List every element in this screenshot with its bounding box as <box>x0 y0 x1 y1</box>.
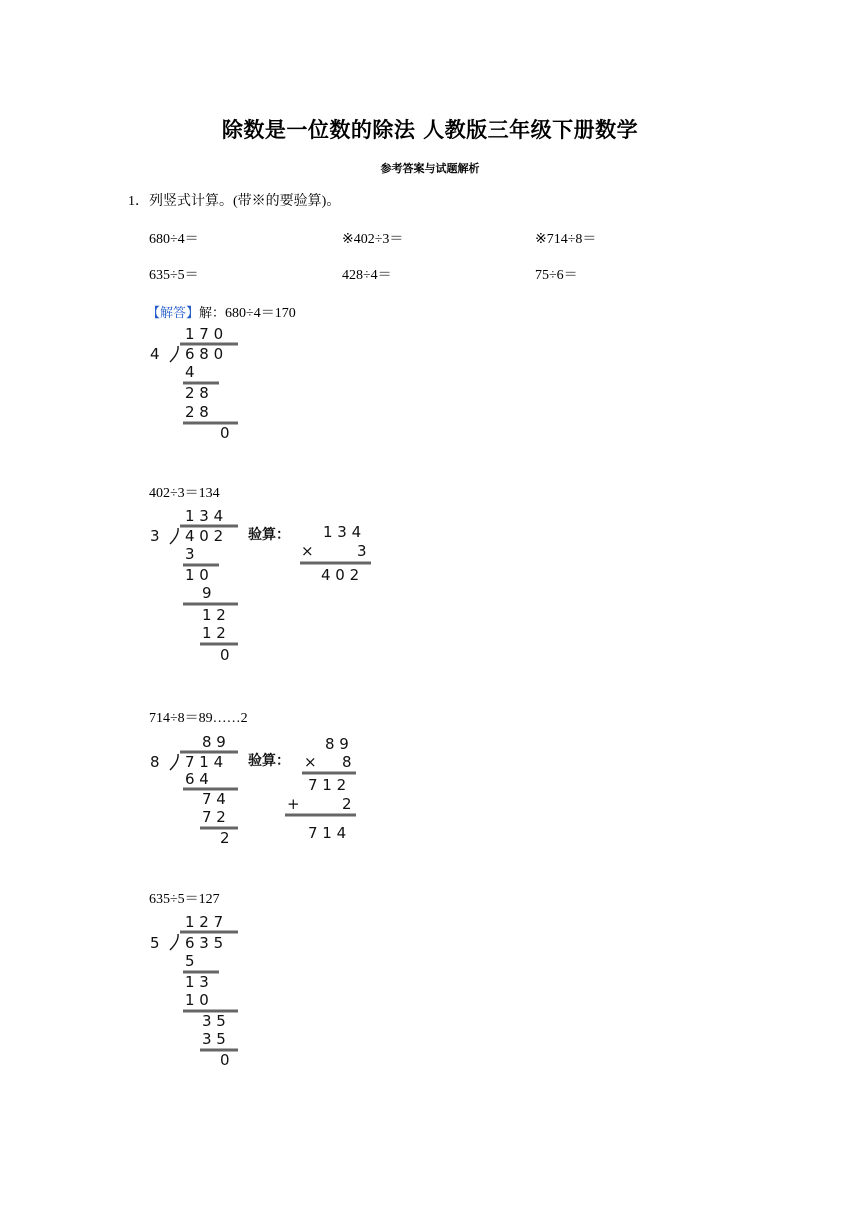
step-1: 4 <box>185 363 195 381</box>
check-sum: 7 1 4 <box>308 824 347 842</box>
divisor: 8 <box>150 753 160 771</box>
exercise-5: 428÷4＝ <box>342 268 392 283</box>
step-3: 9 <box>202 584 212 602</box>
step-2: 1 0 <box>185 566 209 584</box>
quotient: 1 7 0 <box>185 325 224 343</box>
step-3: 7 2 <box>202 808 226 826</box>
answer-prefix: 解： <box>199 306 226 321</box>
check-top-number: 1 3 4 <box>323 523 362 541</box>
step-6: 0 <box>220 1051 230 1069</box>
multiply-sign: × <box>301 542 314 560</box>
division-bracket <box>170 346 178 362</box>
answer-line <box>147 302 296 322</box>
long-division-635-by-5 <box>140 910 260 1072</box>
long-division-680-by-4 <box>140 322 260 446</box>
dividend: 7 1 4 <box>185 753 224 771</box>
step-2: 2 8 <box>185 384 209 402</box>
step-2: 7 4 <box>202 790 226 808</box>
check-label: 验算： <box>248 527 290 543</box>
exercise-2: ※402÷3＝ <box>342 232 404 247</box>
long-division-714-by-8 <box>140 730 380 850</box>
division-bracket <box>170 754 178 770</box>
question-1 <box>128 190 340 210</box>
exercise-1: 680÷4＝ <box>149 232 199 247</box>
step-1: 3 <box>185 545 195 563</box>
divisor: 5 <box>150 934 160 952</box>
quotient: 1 2 7 <box>185 913 224 931</box>
step-2: 1 3 <box>185 973 209 991</box>
step-3: 1 0 <box>185 991 209 1009</box>
question-number: 1． <box>128 194 149 209</box>
exercise-4: 635÷5＝ <box>149 268 199 283</box>
result-635-by-5: 635÷5＝127 <box>149 892 220 907</box>
question-text: 列竖式计算。(带※的要验算)。 <box>149 194 341 209</box>
step-4: 3 5 <box>202 1012 226 1030</box>
check-multiplier: 8 <box>342 753 352 771</box>
exercise-3: ※714÷8＝ <box>535 232 597 247</box>
page-title: 除数是一位数的除法 人教版三年级下册数学 <box>221 118 639 142</box>
quotient: 8 9 <box>202 733 226 751</box>
dividend: 6 3 5 <box>185 934 224 952</box>
divisor: 3 <box>150 527 160 545</box>
step-4: 1 2 <box>202 606 226 624</box>
step-1: 5 <box>185 952 195 970</box>
exercise-6: 75÷6＝ <box>535 268 578 283</box>
page-subtitle: 参考答案与试题解析 <box>380 162 480 175</box>
divisor: 4 <box>150 345 160 363</box>
division-bracket <box>170 934 178 950</box>
result-714-by-8: 714÷8＝89……2 <box>149 711 248 726</box>
check-product: 7 1 2 <box>308 776 347 794</box>
division-bracket <box>170 528 178 544</box>
check-top-number: 8 9 <box>325 735 349 753</box>
plus-sign: + <box>287 795 300 813</box>
step-4: 0 <box>220 424 230 442</box>
check-label: 验算： <box>248 753 290 769</box>
answer-tag: 【解答】 <box>147 306 200 321</box>
answer-first-result: 680÷4＝170 <box>225 306 296 321</box>
check-addend: 2 <box>342 795 352 813</box>
result-402-by-3: 402÷3＝134 <box>149 486 220 501</box>
step-1: 6 4 <box>185 770 209 788</box>
step-5: 3 5 <box>202 1030 226 1048</box>
check-product: 4 0 2 <box>321 566 360 584</box>
step-3: 2 8 <box>185 403 209 421</box>
dividend: 6 8 0 <box>185 345 224 363</box>
step-6: 0 <box>220 646 230 664</box>
check-multiplier: 3 <box>357 542 367 560</box>
multiply-sign: × <box>304 753 317 771</box>
quotient: 1 3 4 <box>185 507 224 525</box>
step-4: 2 <box>220 829 230 847</box>
step-5: 1 2 <box>202 624 226 642</box>
dividend: 4 0 2 <box>185 527 224 545</box>
long-division-402-by-3 <box>140 504 380 666</box>
